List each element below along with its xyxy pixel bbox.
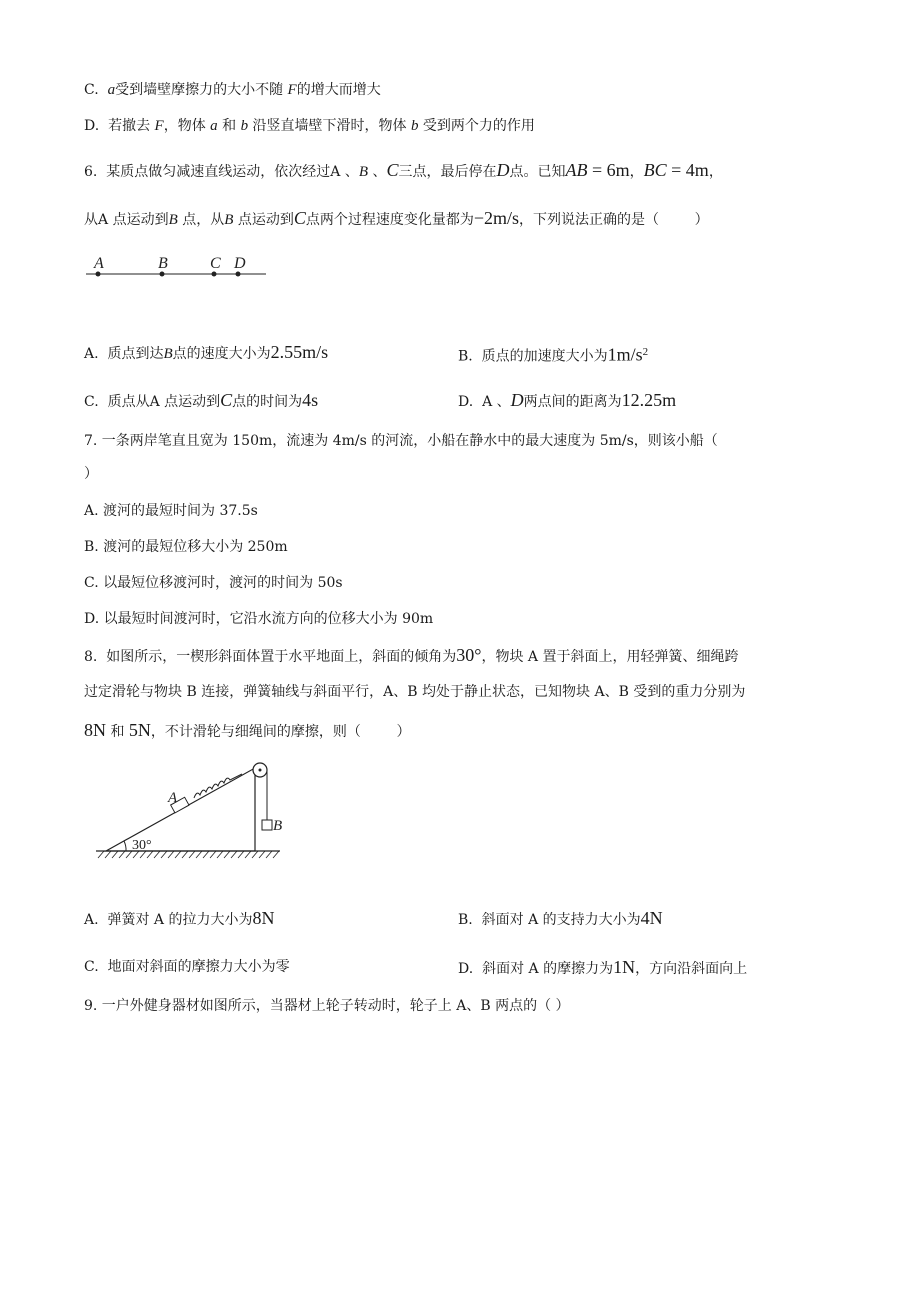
label-c: C xyxy=(210,255,221,272)
angle-label: 30° xyxy=(132,838,152,853)
block-b xyxy=(262,820,272,830)
q7-option-d: D. 以最短时间渡河时，它沿水流方向的位移大小为 90m xyxy=(84,611,434,627)
label-d: D xyxy=(234,255,246,272)
point-b xyxy=(160,272,165,277)
q7-stem-line1: 7. 一条两岸笔直且宽为 150m，流速为 4m/s 的河流，小船在静水中的最大速度为 5m/s，则该小船（ xyxy=(84,433,718,449)
q6-stem-line1: 6. 某质点做匀减速直线运动，依次经过A 、B 、C三点，最后停在D点。已知AB = 6m，BC = 4m， xyxy=(84,160,723,180)
q5-option-d: D. 若撤去 F，物体 a 和 b 沿竖直墙壁下滑时，物体 b 受到两个力的作用 xyxy=(84,118,535,134)
q7-option-c: C. 以最短位移渡河时，渡河的时间为 50s xyxy=(84,575,343,591)
label-b: B xyxy=(158,255,168,272)
q7-option-b: B. 渡河的最短位移大小为 250m xyxy=(84,539,288,555)
angle-arc xyxy=(124,841,126,851)
q8-stem-line1: 8. 如图所示，一楔形斜面体置于水平地面上，斜面的倾角为30°，物块 A 置于斜面上，用轻弹簧、细绳跨 xyxy=(84,645,739,665)
q5-option-c: C. a受到墙壁摩擦力的大小不随 F的增大而增大 xyxy=(84,82,381,98)
spring xyxy=(194,774,242,798)
q8-option-d: D. 斜面对 A 的摩擦力为1N，方向沿斜面向上 xyxy=(458,957,748,977)
point-a xyxy=(96,272,101,277)
number-line-figure xyxy=(84,250,274,284)
q7-option-a: A. 渡河的最短时间为 37.5s xyxy=(84,503,258,519)
q6-stem-line2: 从A 点运动到B 点，从B 点运动到C点两个过程速度变化量都为−2m/s，下列说法正确的是（ ） xyxy=(84,208,709,228)
incline-figure xyxy=(90,758,290,862)
q6-option-d: D. A 、D两点间的距离为12.25m xyxy=(458,390,677,410)
label-a: A xyxy=(94,255,104,272)
ground-hatching xyxy=(98,851,279,858)
q9-stem: 9. 一户外健身器材如图所示，当器材上轮子转动时，轮子上 A、B 两点的（ ） xyxy=(84,998,570,1014)
q7-stem-line2: ） xyxy=(84,466,98,482)
q6-option-c: C. 质点从A 点运动到C点的时间为4s xyxy=(84,390,319,410)
q8-option-b: B. 斜面对 A 的支持力大小为4N xyxy=(458,908,663,928)
q6-option-a: A. 质点到达B点的速度大小为2.55m/s xyxy=(84,342,329,362)
point-c xyxy=(212,272,217,277)
block-a-label: A xyxy=(168,790,178,806)
q8-stem-line3: 8N 和 5N，不计滑轮与细绳间的摩擦，则（ ） xyxy=(84,720,411,740)
pulley-axle xyxy=(259,769,262,772)
q8-stem-line2: 过定滑轮与物块 B 连接，弹簧轴线与斜面平行，A、B 均处于静止状态，已知物块 A、B 受到的重力分别为 xyxy=(84,684,746,700)
q8-option-a: A. 弹簧对 A 的拉力大小为8N xyxy=(84,908,275,928)
q8-option-c: C. 地面对斜面的摩擦力大小为零 xyxy=(84,959,290,975)
block-b-label: B xyxy=(273,818,283,834)
point-d xyxy=(236,272,241,277)
q6-option-b: B. 质点的加速度大小为$1m/s^2$ xyxy=(458,344,649,365)
